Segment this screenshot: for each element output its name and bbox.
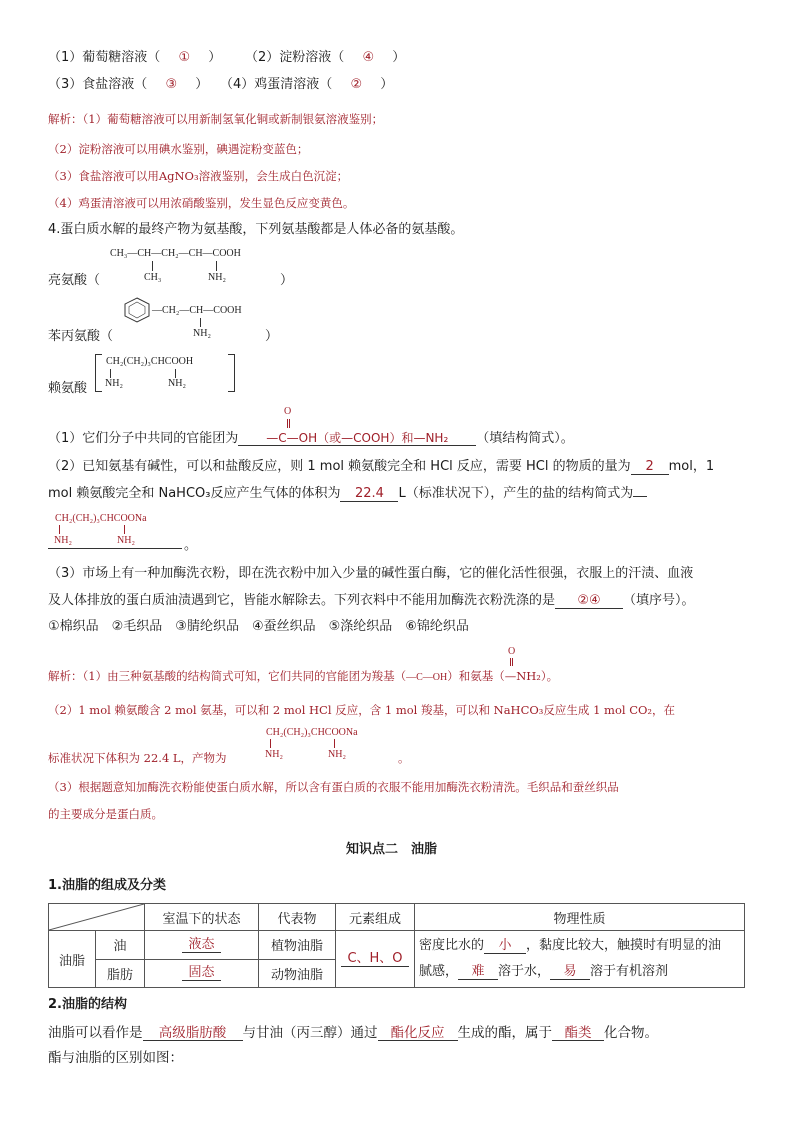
q4-stem: 4.蛋白质水解的最终产物为氨基酸，下列氨基酸都是人体必备的氨基酸。 — [48, 222, 464, 237]
row-group-label: 油脂 — [49, 931, 96, 988]
q4-expl-3b: 的主要成分是蛋白质。 — [48, 807, 163, 821]
diagonal-header-cell — [49, 904, 145, 931]
bond-line — [200, 318, 201, 327]
row-example: 植物油脂 — [259, 931, 336, 960]
q4-part3-options: ①棉织品 ②毛织品 ③腈纶织品 ④蚕丝织品 ⑤涤纶织品 ⑥锦纶织品 — [48, 619, 469, 634]
q3-item-4: （4）鸡蛋清溶液（ ② ） — [220, 77, 394, 92]
lysine-sub-nh2-1: NH₂ — [105, 378, 123, 389]
lysine-label: 赖氨酸 — [48, 381, 88, 396]
q4-part3-line2: 及人体排放的蛋白质油渍遇到它，皆能水解除去。下列衣料中不能用加酶洗衣粉洗涤的是 ②④ （填序号）。 — [48, 593, 695, 608]
q4-part2-answer2: 22.4 — [340, 487, 398, 502]
q4-expl-salt-nh2-2: NH₂ — [328, 749, 346, 760]
table-header: 物理性质 — [415, 904, 745, 931]
blank-line — [633, 496, 647, 497]
blank-line — [48, 548, 182, 549]
q3-answer-4: ② — [350, 77, 363, 92]
leucine-sub-ch3: CH₃ — [144, 272, 162, 283]
double-bond — [510, 658, 513, 666]
expl-carbonyl-o: O — [508, 646, 516, 657]
physical-properties: 密度比水的 小 ，黏度比较大，触摸时有明显的油 腻感， 难 溶于水， 易 溶于有机溶剂 — [415, 931, 745, 988]
bond-line — [110, 369, 111, 378]
q4-expl-3a: （3）根据题意知加酶洗衣粉能使蛋白质水解，所以含有蛋白质的衣服不能用加酶洗衣粉清洗。毛织品和蚕丝织品 — [48, 780, 619, 794]
table-header: 室温下的状态 — [145, 904, 259, 931]
bond-line — [175, 369, 176, 378]
table-header-row — [49, 904, 745, 931]
table-header: 代表物 — [259, 904, 336, 931]
q4-expl-salt-nh2-1: NH₂ — [265, 749, 283, 760]
q4-expl-2: （2）1 mol 赖氨酸含 2 mol 氨基，可以和 2 mol HCl 反应，含 1 mol 羧基，可以和 NaHCO₃反应生成 1 mol CO₂，在 — [48, 703, 676, 717]
lysine-sub-nh2-2: NH₂ — [168, 378, 186, 389]
bond-line — [59, 525, 60, 534]
q4-expl-salt: CH₂(CH₂)₃CHCOONa — [266, 727, 358, 738]
row-example: 动物油脂 — [259, 959, 336, 988]
bond-line — [216, 261, 217, 271]
lysine-formula: CH₂(CH₂)₃CHCOOH — [106, 356, 194, 367]
row-type: 油 — [96, 931, 145, 960]
bond-line — [334, 739, 335, 748]
q4-part3-answer: ②④ — [555, 594, 623, 609]
table-header: 元素组成 — [336, 904, 415, 931]
q4-part2-salt-nh2-1: NH₂ — [54, 535, 72, 546]
q3-item-1: （1）葡萄糖溶液（ ① ） — [48, 50, 222, 65]
q3-explanation-4: （4）鸡蛋清溶液可以用浓硝酸鉴别，发生显色反应变黄色。 — [48, 196, 355, 210]
leucine-label: 亮氨酸（ — [48, 273, 101, 288]
double-bond — [287, 419, 290, 428]
carbonyl-o: O — [284, 406, 292, 417]
q4-part2-answer1: 2 — [631, 460, 669, 475]
bond-line — [124, 525, 125, 534]
q4-part2-salt: CH₂(CH₂)₃CHCOONa — [55, 513, 147, 524]
last-line: 酯与油脂的区别如图： — [48, 1050, 183, 1066]
q4-part1-answer: —C—OH（或—COOH）和—NH₂ — [238, 431, 476, 446]
benzene-ring-icon — [122, 296, 152, 324]
heading-structure: 2.油脂的结构 — [48, 997, 127, 1012]
q4-expl-1: 解析：（1）由三种氨基酸的结构简式可知，它们共同的官能团为羧基（—C—OH）和氨基（—NH₂）。 — [48, 669, 559, 683]
row-state: 液态 — [145, 931, 259, 960]
q4-part1: （1）它们分子中共同的官能团为 —C—OH（或—COOH）和—NH₂ （填结构简式）。 — [48, 431, 574, 446]
bond-line — [270, 739, 271, 748]
q4-expl-2-end: 。 — [398, 751, 410, 765]
q4-part2-end: 。 — [184, 538, 198, 553]
phenylalanine-sub-nh2: NH₂ — [193, 328, 211, 339]
leucine-sub-nh2: NH₂ — [208, 272, 226, 283]
q3-item-2: （2）淀粉溶液（ ④ ） — [245, 50, 406, 65]
phenylalanine-close: ） — [265, 329, 279, 344]
q3-explanation-2: （2）淀粉溶液可以用碘水鉴别，碘遇淀粉变蓝色； — [48, 142, 309, 156]
bracket-left — [95, 354, 102, 392]
q4-part2-salt-nh2-2: NH₂ — [117, 535, 135, 546]
q4-expl-2b: 标准状况下体积为 22.4 L，产物为 — [48, 751, 227, 765]
q3-explanation-3: （3）食盐溶液可以用AgNO₃溶液鉴别，会生成白色沉淀； — [48, 169, 349, 183]
heading-composition: 1.油脂的组成及分类 — [48, 878, 166, 893]
bracket-right — [228, 354, 235, 392]
phenylalanine-formula: —CH₂—CH—COOH — [152, 305, 242, 316]
q4-part2-line2: mol 赖氨酸完全和 NaHCO₃反应产生气体的体积为 22.4 L（标准状况下），产生的盐的结构简式为 — [48, 486, 647, 502]
q4-part3-line1: （3）市场上有一种加酶洗衣粉，即在洗衣粉中加入少量的碱性蛋白酶，它的催化活性很强，衣服上的汗渍、血液 — [48, 566, 694, 581]
q4-part2-line1: （2）已知氨基有碱性，可以和盐酸反应，则 1 mol 赖氨酸完全和 HCl 反应，需要 HCl 的物质的量为 2 mol，1 — [48, 459, 715, 474]
table-row — [49, 931, 745, 960]
row-state: 固态 — [145, 959, 259, 988]
elements-cell: C、H、O — [336, 931, 415, 988]
section-title: 知识点二 油脂 — [346, 842, 438, 857]
bond-line — [152, 261, 153, 271]
q3-item-3: （3）食盐溶液（ ③ ） — [48, 77, 209, 92]
q3-answer-3: ③ — [165, 77, 178, 92]
fat-classification-table — [48, 903, 745, 988]
q3-explanation-1: 解析：（1）葡萄糖溶液可以用新制氢氧化铜或新制银氨溶液鉴别； — [48, 112, 384, 126]
structure-sentence: 油脂可以看作是 高级脂肪酸 与甘油（丙三醇）通过 酯化反应 生成的酯，属于 酯类 化合物。 — [48, 1025, 658, 1041]
q3-answer-1: ① — [178, 50, 191, 65]
q3-answer-2: ④ — [362, 50, 375, 65]
leucine-formula: CH₃—CH—CH₂—CH—COOH — [110, 248, 241, 259]
phenylalanine-label: 苯丙氨酸（ — [48, 329, 114, 344]
leucine-close: ） — [280, 273, 294, 288]
row-type: 脂肪 — [96, 959, 145, 988]
